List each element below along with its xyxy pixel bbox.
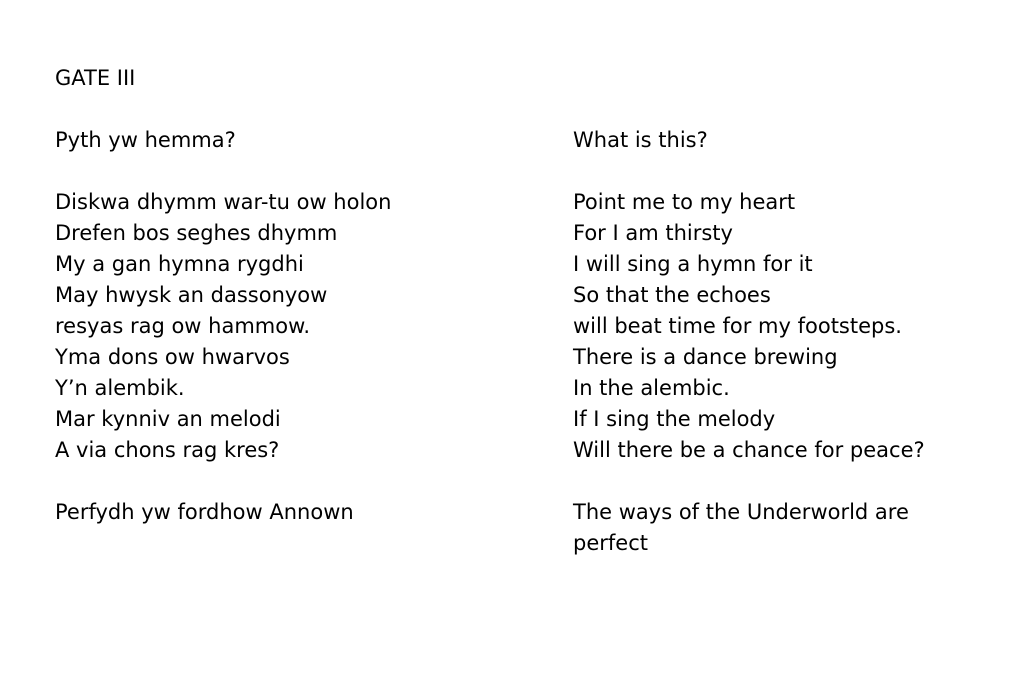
cornish-verse-line: Mar kynniv an melodi (55, 407, 281, 431)
cornish-verse-line: A via chons rag kres? (55, 438, 280, 462)
english-verse-line: Will there be a chance for peace? (573, 438, 925, 462)
stanza-gap (55, 156, 535, 187)
cornish-verse-line: Drefen bos seghes dhymm (55, 221, 338, 245)
cornish-verse-line: Y’n alembik. (55, 376, 185, 400)
english-column (573, 125, 925, 559)
stanza-gap (573, 156, 918, 187)
cornish-question: Pyth yw hemma? (55, 128, 236, 152)
cornish-verse-line: Yma dons ow hwarvos (55, 345, 290, 369)
english-verse-line: For I am thirsty (573, 221, 733, 245)
english-closing-line: The ways of the Underworld are perfect (573, 500, 909, 555)
cornish-verse-line: My a gan hymna rygdhi (55, 252, 304, 276)
english-verse-line: Point me to my heart (573, 190, 796, 214)
english-verse-line: So that the echoes (573, 283, 771, 307)
stanza-gap (55, 466, 535, 497)
english-question: What is this? (573, 128, 708, 152)
cornish-closing-line: Perfydh yw fordhow Annown (55, 500, 354, 524)
english-verse-line: I will sing a hymn for it (573, 252, 813, 276)
english-verse-line: will beat time for my footsteps. (573, 314, 902, 338)
cornish-verse-line: Diskwa dhymm war-tu ow holon (55, 190, 392, 214)
gate-title: GATE III (55, 66, 136, 90)
cornish-column (55, 125, 535, 528)
english-verse-line: In the alembic. (573, 376, 730, 400)
english-verse-line: There is a dance brewing (573, 345, 838, 369)
cornish-verse-line: May hwysk an dassonyow (55, 283, 328, 307)
stanza-gap (573, 466, 918, 497)
english-verse-line: If I sing the melody (573, 407, 776, 431)
cornish-verse-line: resyas rag ow hammow. (55, 314, 311, 338)
